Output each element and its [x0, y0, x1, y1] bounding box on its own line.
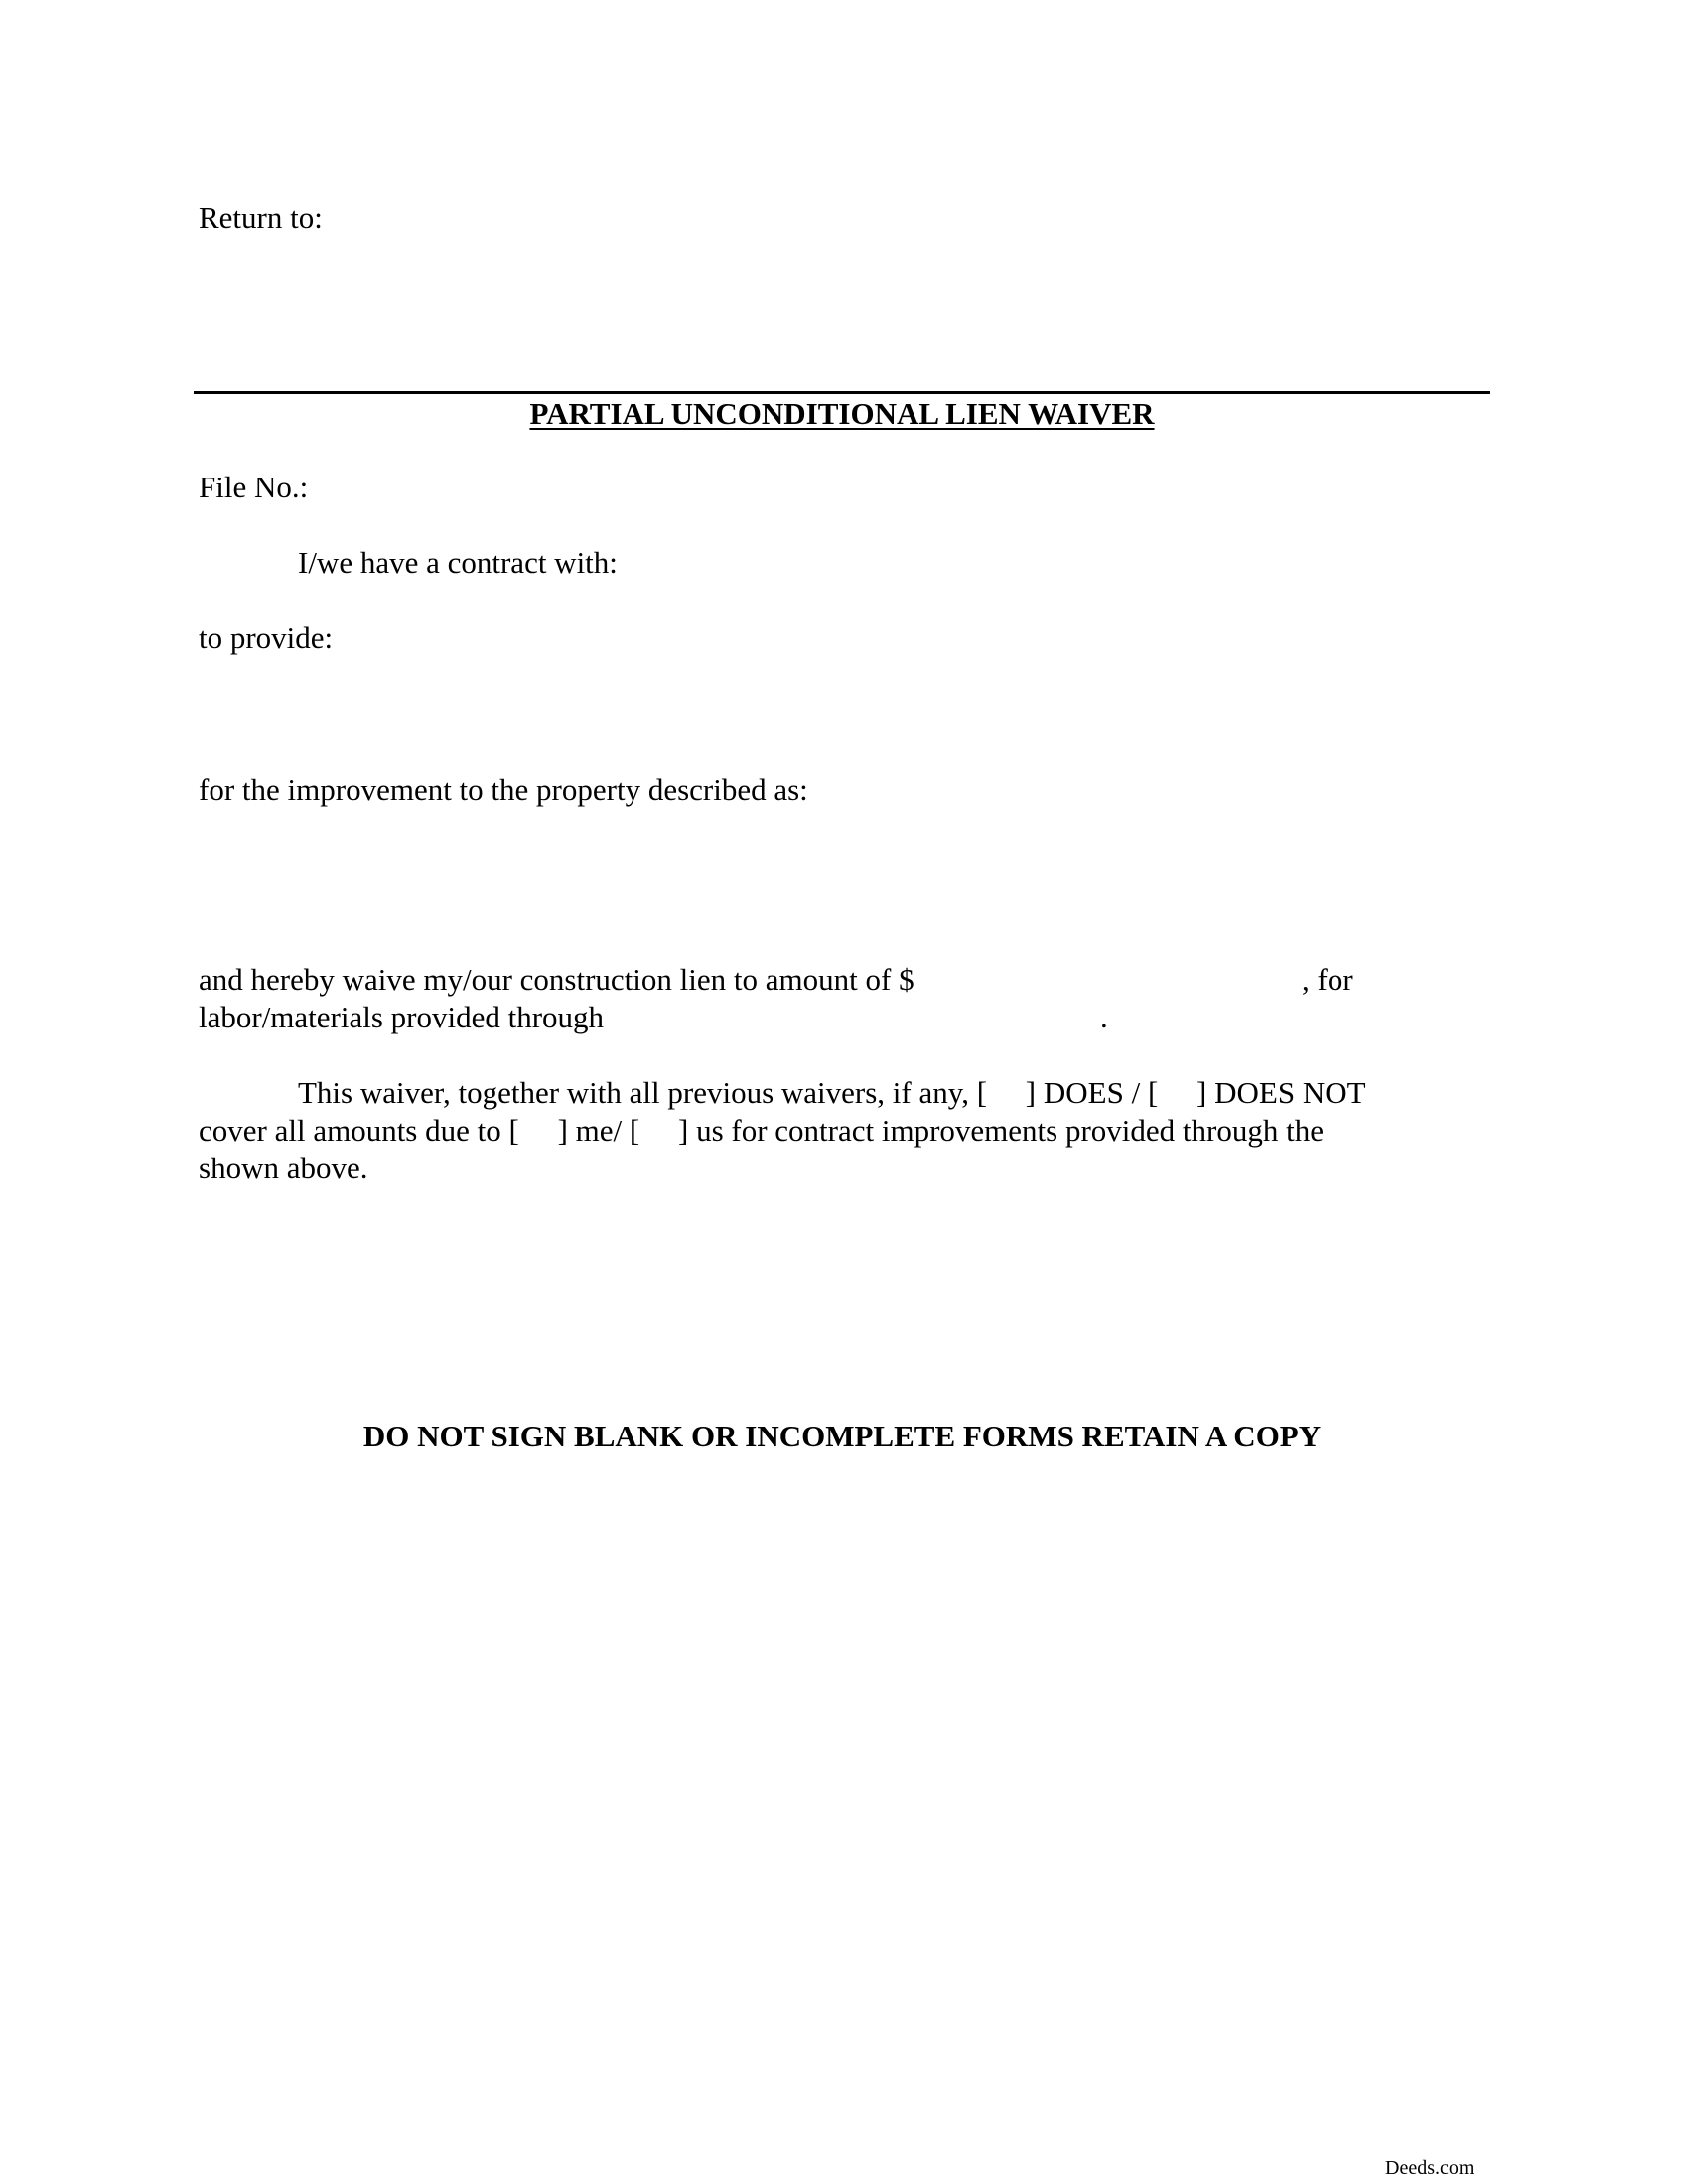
- warning-notice: DO NOT SIGN BLANK OR INCOMPLETE FORMS RETAIN A COPY: [362, 1419, 1322, 1453]
- me-checkbox: [ ]: [508, 1113, 568, 1148]
- footer-brand: Deeds.com: [1385, 2157, 1475, 2179]
- does-not-label: DOES NOT: [1214, 1075, 1366, 1110]
- to-provide-label: to provide:: [199, 620, 334, 655]
- document-title-text: PARTIAL UNCONDITIONAL LIEN WAIVER: [529, 396, 1155, 431]
- labor-materials-text: labor/materials provided through: [199, 1000, 605, 1034]
- file-no-label: File No.:: [199, 470, 309, 504]
- property-description-label: for the improvement to the property described as:: [199, 772, 808, 807]
- document-title: [194, 395, 1490, 433]
- coverage-line-2: [199, 1112, 1324, 1150]
- coverage-intro: This waiver, together with all previous waivers, if any,: [298, 1075, 969, 1110]
- header-divider: [194, 391, 1490, 394]
- coverage-line-3: shown above.: [199, 1151, 368, 1185]
- us-contract-text: us for contract improvements provided through the: [696, 1113, 1324, 1148]
- waive-amount-suffix: , for: [1302, 962, 1353, 997]
- does-label: DOES /: [1043, 1075, 1141, 1110]
- waive-amount-text: and hereby waive my/our construction lien to amount of $: [199, 962, 914, 997]
- does-checkbox: [ ]: [976, 1075, 1037, 1110]
- us-checkbox: [ ]: [629, 1113, 689, 1148]
- return-to-label: Return to:: [199, 201, 323, 235]
- coverage-line-1: [298, 1074, 1366, 1112]
- coverage-due-text: cover all amounts due to: [199, 1113, 501, 1148]
- labor-materials-period: .: [1100, 1000, 1108, 1034]
- me-label: me/: [575, 1113, 623, 1148]
- contract-with-label: I/we have a contract with:: [298, 545, 618, 580]
- does-not-checkbox: [ ]: [1147, 1075, 1207, 1110]
